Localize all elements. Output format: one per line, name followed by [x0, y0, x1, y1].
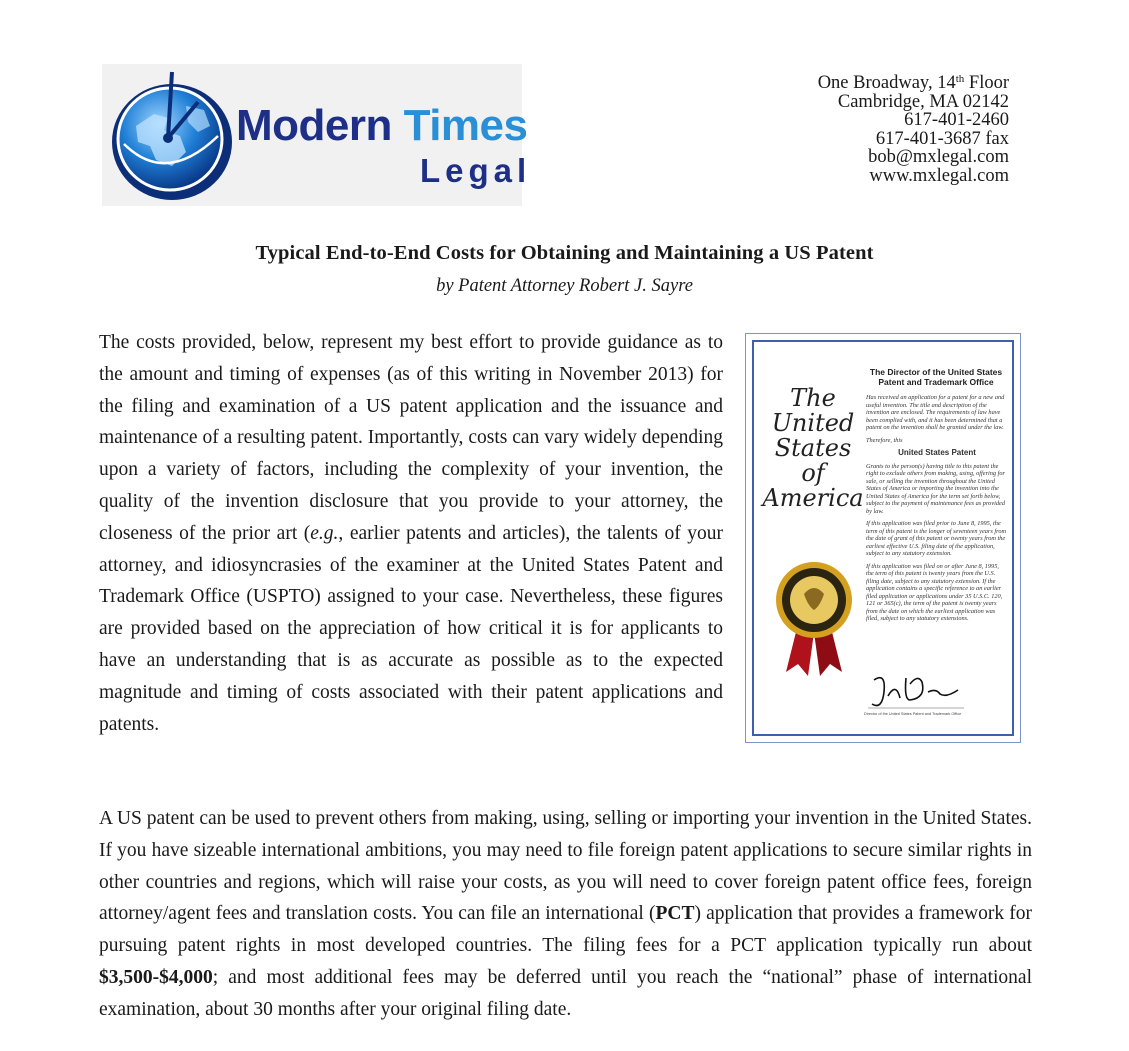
website-link[interactable]: www.mxlegal.com: [869, 165, 1009, 186]
intro-paragraph: The costs provided, below, represent my best effort to provide guidance as to the amount and timing of expenses (as of this writing in November 2013) for the filing and examination of a US patent application and the issuance and maintenance of a resulting patent. Importantly, costs can vary widely depending upon a variety of factors, including the complexity of your invention, the quality of the invention disclosure that you provide to your attorney, the closeness of the prior art (e.g., earlier patents and articles), the talents of your attorney, and idiosyncrasies of the examiner at the United States Patent and Trademark Office (USPTO) assigned to your case. Nevertheless, these figures are provided based on the appreciation of how critical it is for applicants to have an understanding that is as accurate as possible as to the expected magnitude and timing of costs associated with their patent applications and patents.: [99, 332, 723, 735]
logo-word-legal: Legal: [420, 152, 532, 189]
document-title: Typical End-to-End Costs for Obtaining and Maintaining a US Patent: [255, 242, 874, 264]
certificate-script-title: The United States of America: [762, 384, 864, 512]
address-line-1: One Broadway, 14th Floor: [817, 73, 1009, 93]
email-address[interactable]: bob@mxlegal.com: [868, 147, 1009, 168]
logo-word-modern: Modern: [236, 101, 392, 150]
logo-wordmark: [236, 101, 528, 150]
certificate-heading: The Director of the United States Patent and Trademark Office: [869, 367, 1003, 387]
gold-seal-ribbon-icon: [768, 560, 864, 680]
document-byline: by Patent Attorney Robert J. Sayre: [436, 276, 693, 296]
international-paragraph: A US patent can be used to prevent others from making, using, selling or importing your invention in the United States. If you have sizeable international ambitions, you may need to file foreign patent applications to secure similar rights in other countries and regions, which will raise your costs, as you will need to cover foreign patent office fees, foreign attorney/agent fees and translation costs. You can file an international (PCT) application that provides a framework for pursuing patent rights in most developed countries. The filing fees for a PCT application typically run about $3,500-$4,000; and most additional fees may be deferred until you reach the “national” phase of international examination, about 30 months after your original filing date.: [99, 808, 1032, 1020]
globe-clock-logo-icon: [106, 66, 236, 204]
certificate-subtitle: United States Patent: [898, 448, 976, 457]
director-signature: [866, 670, 966, 714]
logo-word-times: Times: [403, 101, 528, 150]
address-block: [818, 74, 1009, 186]
certificate-body: Has received an application for a patent for a new and useful invention. The title and description of the invention are enclosed. The requirements of law have been complied with, and it has been determined that a patent on the invention shall be granted under the law. Therefore, this United States Patent Grants to the person(s) having title to this patent the right to exclude others from making, using, offering for sale, or selling the invention throughout the United States of America or importing the invention into the United States of America for the term set forth below, subject to the payment of maintenance fees as provided by law. If this application was filed prior to June 8, 1995, the term of this patent is the longer of seventeen years from the date of grant of this patent or twenty years from the earliest effective U.S. filing date of the application, subject to any statutory extension. If this application was filed on or after June 8, 1995, the term of this patent is twenty years from the U.S. filing date, subject to any statutory extension. If the application contains a specific reference to an earlier filed application or applications under 35 U.S.C. 120, 121 or 365(c), the term of the patent is twenty years from the date on which the earliest application was filed, subject to any statutory extensions.: [866, 394, 1007, 622]
phone-number: 617-401-2460: [904, 110, 1009, 131]
fax-number: 617-401-3687 fax: [875, 128, 1009, 149]
address-line-2: Cambridge, MA 02142: [837, 91, 1009, 112]
patent-certificate-image: [745, 333, 1021, 743]
certificate-footer: Director of the United States Patent and Trademark Office: [864, 712, 962, 716]
company-logo: [102, 64, 532, 206]
